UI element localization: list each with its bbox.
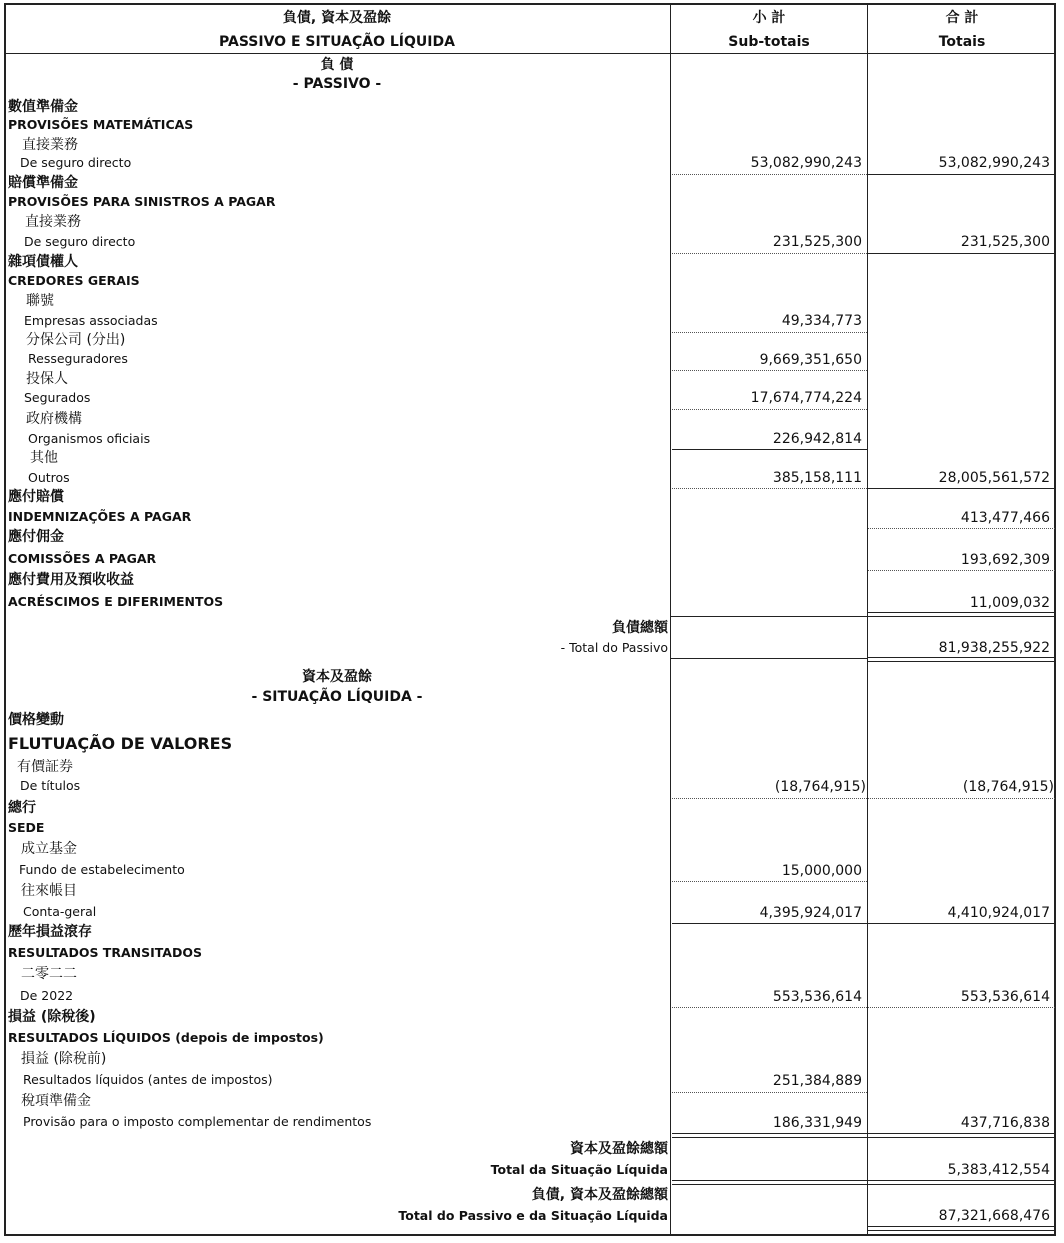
subtotal-value: 231,525,300	[772, 234, 862, 250]
section-label-pt: ACRÉSCIMOS E DIFERIMENTOS	[8, 594, 224, 609]
item-label-zh: 聯號	[26, 293, 54, 309]
subtotal-value: 49,334,773	[781, 313, 862, 329]
section-label-zh: 應付佣金	[8, 529, 64, 545]
item-label-zh: 往來帳目	[21, 883, 77, 899]
subtotal-value: 17,674,774,224	[750, 390, 862, 406]
total-value: 11,009,032	[969, 595, 1050, 611]
section-label-pt: PROVISÕES MATEMÁTICAS	[8, 117, 194, 132]
section-label-pt: SEDE	[8, 820, 45, 835]
item-label-pt: Resseguradores	[28, 351, 128, 366]
item-label-zh: 二零二二	[21, 966, 77, 982]
row-divider	[672, 1092, 867, 1093]
row-divider	[672, 881, 867, 882]
header-col3-pt: Totais	[938, 34, 986, 50]
row-divider	[672, 174, 867, 175]
row-divider	[868, 1007, 1055, 1008]
row-divider	[672, 923, 1055, 924]
item-label-zh: 政府機構	[26, 411, 82, 427]
section-label-zh: 總行	[8, 800, 36, 816]
row-divider	[672, 449, 867, 450]
passivo-title-zh: 負 債	[320, 57, 354, 73]
item-label-zh: 投保人	[26, 371, 68, 387]
section-label-zh: 應付費用及預收收益	[8, 572, 134, 588]
subtotal-value: 4,395,924,017	[759, 905, 862, 921]
subtotal-value: 385,158,111	[772, 470, 862, 486]
subtotal-value: 553,536,614	[772, 989, 862, 1005]
item-label-zh: 分保公司 (分出)	[26, 332, 126, 348]
total-situacao-label-pt: Total da Situação Líquida	[490, 1162, 668, 1177]
item-label-pt: De títulos	[20, 778, 81, 793]
total-value: (18,764,915)	[962, 779, 1054, 795]
item-label-pt: Fundo de estabelecimento	[19, 862, 185, 877]
row-divider-double	[868, 612, 1055, 617]
item-label-pt: Provisão para o imposto complementar de rendimentos	[23, 1114, 372, 1129]
total-passivo-value: 81,938,255,922	[938, 640, 1050, 656]
total-value: 53,082,990,243	[938, 155, 1050, 171]
subtotal-value: 251,384,889	[772, 1073, 862, 1089]
subtotal-value: 53,082,990,243	[750, 155, 862, 171]
section-label-pt: RESULTADOS LÍQUIDOS (depois de impostos)	[8, 1030, 324, 1045]
row-divider	[672, 798, 867, 799]
item-label-zh: 直接業務	[22, 137, 78, 153]
item-label-pt: Resultados líquidos (antes de impostos)	[23, 1072, 273, 1087]
row-divider	[672, 332, 867, 333]
item-label-zh: 有價証券	[17, 759, 73, 775]
row-divider	[868, 570, 1055, 571]
row-divider-double	[868, 657, 1055, 662]
header-col3-zh: 合 計	[945, 10, 979, 26]
total-value: 4,410,924,017	[947, 905, 1050, 921]
row-divider	[672, 253, 867, 254]
row-divider	[672, 370, 867, 371]
subtotal-value: 186,331,949	[772, 1115, 862, 1131]
row-divider	[672, 409, 867, 410]
subtotal-value: 9,669,351,650	[759, 352, 862, 368]
section-label-zh: 價格變動	[8, 712, 64, 728]
item-label-pt: Outros	[28, 470, 70, 485]
section-label-zh: 數值準備金	[8, 99, 78, 115]
section-label-pt: PROVISÕES PARA SINISTROS A PAGAR	[8, 194, 276, 209]
row-divider	[868, 488, 1055, 489]
item-label-zh: 其他	[30, 450, 58, 466]
item-label-pt: Segurados	[24, 390, 91, 405]
subtotal-value: 226,942,814	[772, 431, 862, 447]
total-value: 413,477,466	[960, 510, 1050, 526]
grand-total-label-pt: Total do Passivo e da Situação Líquida	[398, 1208, 668, 1223]
row-divider	[670, 658, 868, 659]
total-situacao-label-zh: 資本及盈餘總額	[570, 1141, 668, 1157]
item-label-pt: De seguro directo	[20, 155, 132, 170]
item-label-zh: 損益 (除稅前)	[21, 1051, 107, 1067]
section-label-zh: 雜項債權人	[8, 254, 78, 270]
section-label-zh: 賠償準備金	[8, 175, 78, 191]
header-col2-pt: Sub-totais	[728, 34, 810, 50]
total-passivo-label-zh: 負債總額	[612, 620, 668, 636]
column-divider-1	[670, 3, 671, 1236]
section-label-zh: 歷年損益滾存	[8, 924, 92, 940]
total-value: 231,525,300	[960, 234, 1050, 250]
total-passivo-label-pt: - Total do Passivo	[560, 640, 668, 655]
header-divider	[4, 53, 1056, 54]
total-situacao-value: 5,383,412,554	[947, 1162, 1050, 1178]
row-divider	[868, 174, 1055, 175]
row-divider	[672, 488, 867, 489]
situacao-title-pt: - SITUAÇÃO LÍQUIDA -	[251, 689, 423, 705]
grand-total-value: 87,321,668,476	[938, 1208, 1050, 1224]
row-divider-double	[672, 1133, 1055, 1138]
header-col2-zh: 小 計	[752, 10, 786, 26]
grand-total-label-zh: 負債, 資本及盈餘總額	[531, 1187, 668, 1203]
row-divider	[868, 253, 1055, 254]
total-value: 193,692,309	[960, 552, 1050, 568]
header-col1-pt: PASSIVO E SITUAÇÃO LÍQUIDA	[219, 34, 455, 50]
item-label-pt: Empresas associadas	[24, 313, 158, 328]
item-label-pt: Organismos oficiais	[28, 431, 151, 446]
passivo-title-pt: - PASSIVO -	[292, 76, 382, 92]
subtotal-value: (18,764,915)	[774, 779, 866, 795]
balance-sheet-frame	[4, 3, 1056, 1236]
item-label-pt: De seguro directo	[24, 234, 136, 249]
row-divider	[868, 528, 1055, 529]
row-divider	[868, 798, 1055, 799]
item-label-pt: Conta-geral	[23, 904, 97, 919]
subtotal-value: 15,000,000	[781, 863, 862, 879]
section-label-zh: 應付賠償	[8, 489, 64, 505]
item-label-zh: 成立基金	[21, 841, 77, 857]
column-divider-2	[867, 3, 868, 1236]
section-label-pt: FLUTUAÇÃO DE VALORES	[8, 734, 233, 753]
section-label-pt: CREDORES GERAIS	[8, 273, 140, 288]
row-divider	[672, 1007, 867, 1008]
situacao-title-zh: 資本及盈餘	[302, 669, 372, 685]
row-divider-double	[868, 1226, 1055, 1231]
section-label-pt: RESULTADOS TRANSITADOS	[8, 945, 202, 960]
item-label-zh: 稅項準備金	[21, 1093, 91, 1109]
total-value: 437,716,838	[960, 1115, 1050, 1131]
total-value: 28,005,561,572	[938, 470, 1050, 486]
section-label-pt: INDEMNIZAÇÕES A PAGAR	[8, 509, 192, 524]
row-divider	[670, 616, 868, 617]
total-value: 553,536,614	[960, 989, 1050, 1005]
item-label-zh: 直接業務	[25, 214, 81, 230]
item-label-pt: De 2022	[20, 988, 74, 1003]
section-label-pt: COMISSÕES A PAGAR	[8, 551, 157, 566]
row-divider-double	[672, 1180, 1055, 1185]
header-col1-zh: 負債, 資本及盈餘	[282, 10, 392, 26]
section-label-zh: 損益 (除稅後)	[8, 1009, 96, 1025]
